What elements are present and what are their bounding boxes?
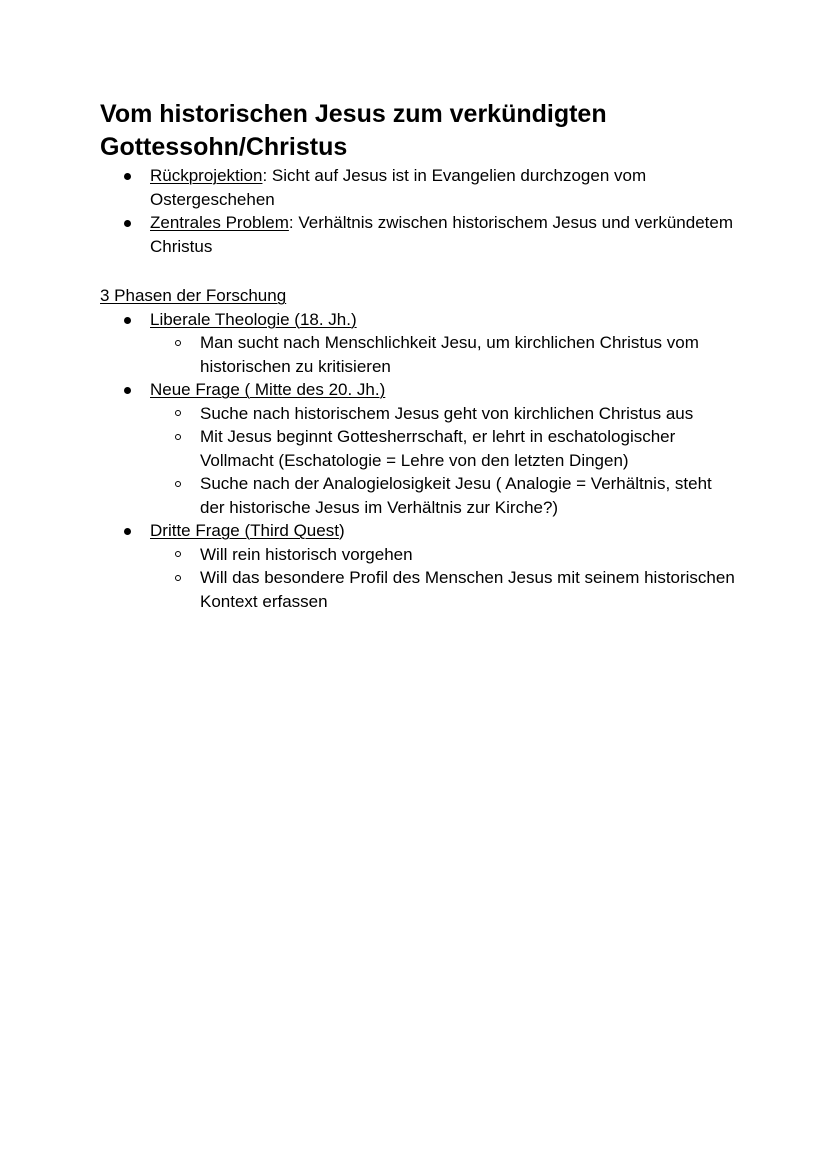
bullet-icon xyxy=(124,317,131,324)
phase-subitems xyxy=(150,331,740,378)
phase-subitems xyxy=(150,402,740,520)
phase-label: Dritte Frage (Third Quest xyxy=(150,521,339,540)
hollow-bullet-icon xyxy=(175,481,181,487)
phase-item xyxy=(100,378,740,519)
document-page xyxy=(100,98,740,613)
bullet-icon xyxy=(124,387,131,394)
term-description: : Sicht auf Jesus ist in Evangelien durchzogen vom Ostergeschehen xyxy=(150,166,647,209)
hollow-bullet-icon xyxy=(175,575,181,581)
sub-list-item xyxy=(150,331,740,378)
phase-subitems xyxy=(150,543,740,614)
document-title: Vom historischen Jesus zum verkündigten Gottessohn/Christus xyxy=(100,100,607,161)
hollow-bullet-icon xyxy=(175,340,181,346)
phases-list xyxy=(100,308,740,614)
sub-list-item xyxy=(150,402,740,426)
term-label: Rückprojektion xyxy=(150,166,263,185)
term-description: : Verhältnis zwischen historischem Jesus und verkündetem Christus xyxy=(150,213,733,256)
hollow-bullet-icon xyxy=(175,434,181,440)
sub-list-item xyxy=(150,566,740,613)
bullet-icon xyxy=(124,220,131,227)
hollow-bullet-icon xyxy=(175,551,181,557)
sub-item-text: Mit Jesus beginnt Gottesherrschaft, er lehrt in eschatologischer Vollmacht (Eschatologie = Lehre von den letzten Dingen) xyxy=(200,427,676,470)
list-item xyxy=(100,164,740,211)
sub-list-item xyxy=(150,425,740,472)
bullet-icon xyxy=(124,528,131,535)
phase-item xyxy=(100,308,740,379)
hollow-bullet-icon xyxy=(175,410,181,416)
phase-item xyxy=(100,519,740,613)
phase-label: Neue Frage ( Mitte des 20. Jh.) xyxy=(150,380,386,399)
term-label: Zentrales Problem xyxy=(150,213,289,232)
bullet-icon xyxy=(124,173,131,180)
sub-item-text: Man sucht nach Menschlichkeit Jesu, um kirchlichen Christus vom historischen zu kritisieren xyxy=(200,333,699,376)
sub-item-text: Will rein historisch vorgehen xyxy=(200,544,413,564)
sub-item-text: Suche nach der Analogielosigkeit Jesu ( Analogie = Verhältnis, steht der historische Jesus im Verhältnis zur Kirche?) xyxy=(200,474,712,517)
sub-item-text: Will das besondere Profil des Menschen Jesus mit seinem historischen Kontext erfassen xyxy=(200,568,735,611)
intro-list xyxy=(100,164,740,258)
section-heading: 3 Phasen der Forschung xyxy=(100,286,287,305)
list-item xyxy=(100,211,740,258)
phase-label-tail: ) xyxy=(338,521,345,540)
phase-label: Liberale Theologie (18. Jh.) xyxy=(150,309,357,329)
sub-item-text: Suche nach historischem Jesus geht von kirchlichen Christus aus xyxy=(200,403,694,423)
sub-list-item xyxy=(150,543,740,567)
sub-list-item xyxy=(150,472,740,519)
